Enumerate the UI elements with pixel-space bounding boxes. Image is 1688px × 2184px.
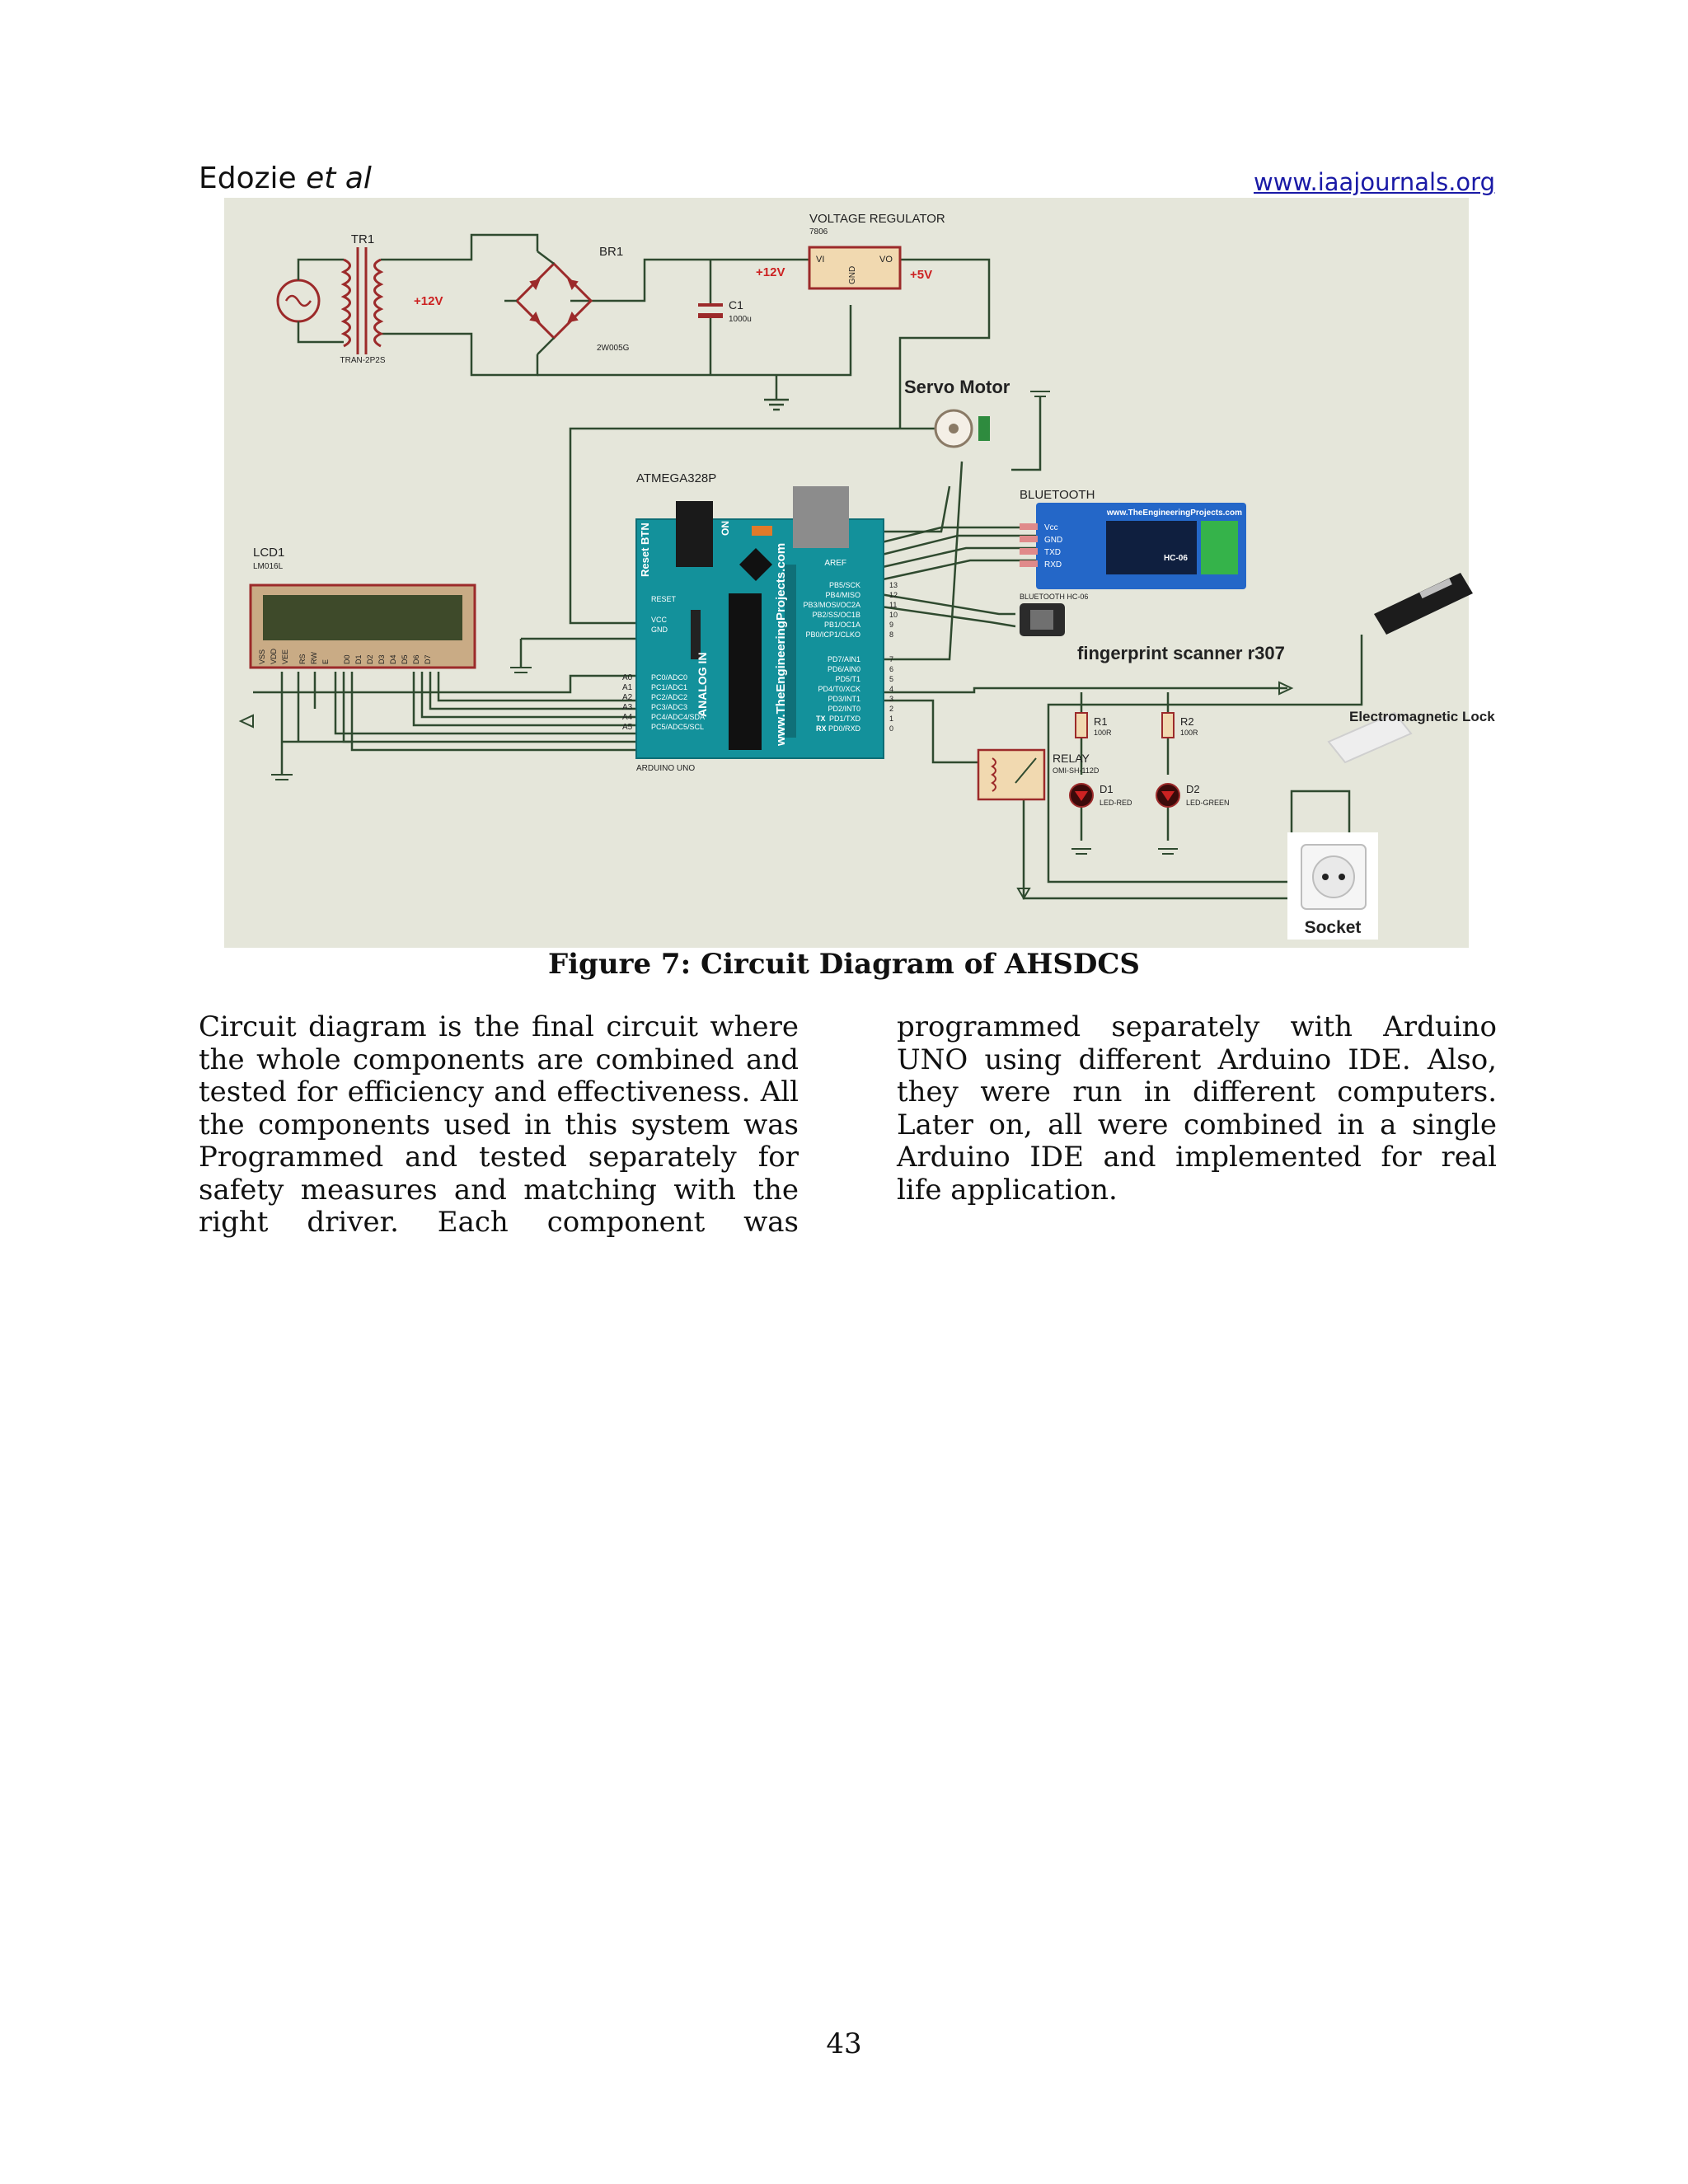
arduino-digital-low-numbers bbox=[889, 655, 893, 733]
capacitor-c1 bbox=[698, 305, 723, 338]
body-text-left-column: Circuit diagram is the final circuit where the whole components are combined and tested for efficiency and effectiveness. All the components used in this system was Programmed and tested separately for safety measures and matching with the right driver. Each component was bbox=[199, 1010, 799, 1239]
reset-btn-label: Reset BTN bbox=[639, 523, 651, 577]
lock-label: Electromagnetic Lock bbox=[1349, 709, 1495, 724]
relay-label: RELAY bbox=[1053, 752, 1090, 765]
digital-pin: PD1/TXD bbox=[828, 715, 860, 723]
reg-vo-label: VO bbox=[879, 255, 893, 265]
digital-num: 10 bbox=[889, 611, 898, 619]
digital-pin: PD6/AIN0 bbox=[827, 665, 860, 673]
digital-num: 11 bbox=[889, 601, 898, 609]
digital-num: 1 bbox=[889, 715, 894, 723]
circuit-diagram-figure bbox=[224, 198, 1495, 948]
analog-num: A4 bbox=[622, 713, 633, 722]
lcd-pin: VDD bbox=[270, 648, 278, 664]
analog-pin: PC3/ADC3 bbox=[651, 703, 688, 711]
reg-vi-label: VI bbox=[816, 255, 825, 265]
bluetooth-part-label: BLUETOOTH HC-06 bbox=[1020, 593, 1089, 601]
digital-num: 9 bbox=[889, 621, 894, 629]
arduino-pin-gnd: GND bbox=[651, 626, 668, 634]
br1-part-label: 2W005G bbox=[597, 344, 630, 353]
running-header-author bbox=[199, 162, 372, 195]
analog-pin: PC1/ADC1 bbox=[651, 683, 688, 691]
resistor-r2 bbox=[1162, 713, 1174, 738]
c1-value-label: 1000u bbox=[729, 315, 752, 324]
socket-label: Socket bbox=[1304, 918, 1362, 937]
analog-num: A3 bbox=[622, 703, 633, 712]
reg-gnd-label: GND bbox=[848, 265, 857, 284]
lcd-pin: D0 bbox=[343, 654, 351, 664]
d1-label: D1 bbox=[1100, 783, 1114, 795]
digital-num: 5 bbox=[889, 675, 894, 683]
digital-pin: PD4/T0/XCK bbox=[818, 685, 860, 693]
r2-label: R2 bbox=[1180, 715, 1194, 728]
servo-label: Servo Motor bbox=[904, 377, 1010, 397]
bt-site-label: www.TheEngineeringProjects.com bbox=[1106, 509, 1242, 518]
analog-pin: PC0/ADC0 bbox=[651, 673, 688, 682]
author-suffix: et al bbox=[306, 162, 372, 195]
digital-num: 2 bbox=[889, 705, 894, 713]
bt-pin: Vcc bbox=[1044, 523, 1058, 532]
journal-url-link[interactable]: www.iaajournals.org bbox=[1253, 168, 1495, 196]
arduino-tx-label: TX bbox=[816, 715, 826, 723]
body-text-right-column: programmed separately with Arduino UNO using different Arduino IDE. Also, they were run in different computers. Later on, all were combined in a single Arduino IDE and implemented for real life application. bbox=[897, 1010, 1497, 1207]
lcd-pin: D6 bbox=[412, 654, 420, 664]
tr1-label: TR1 bbox=[350, 232, 375, 246]
circuit-diagram bbox=[224, 198, 1495, 948]
digital-num: 0 bbox=[889, 724, 894, 733]
r2-value-label: 100R bbox=[1180, 729, 1198, 737]
lcd-pin: D7 bbox=[424, 654, 432, 664]
lcd-pin: RW bbox=[310, 652, 318, 664]
digital-num: 13 bbox=[889, 581, 898, 589]
lcd-pin: D3 bbox=[377, 654, 386, 664]
lcd-pin: E bbox=[321, 658, 330, 664]
analog-pin: PC4/ADC4/SDA bbox=[651, 713, 706, 721]
r1-label: R1 bbox=[1094, 715, 1108, 728]
bluetooth-label: BLUETOOTH bbox=[1020, 488, 1095, 502]
page-number: 43 bbox=[826, 2027, 862, 2060]
analog-in-label: ANALOG IN bbox=[696, 652, 709, 717]
r1-value-label: 100R bbox=[1094, 729, 1112, 737]
relay-part-label: OMI-SH-112D bbox=[1053, 766, 1100, 775]
arduino-pin-reset: RESET bbox=[651, 595, 677, 603]
c1-label: C1 bbox=[729, 298, 743, 312]
lcd-label: LCD1 bbox=[253, 546, 285, 560]
analog-num: A1 bbox=[622, 683, 633, 692]
bt-pin: TXD bbox=[1044, 548, 1061, 557]
digital-pin: PB3/MOSI/OC2A bbox=[803, 601, 860, 609]
aref-label: AREF bbox=[824, 559, 846, 568]
d2-label: D2 bbox=[1186, 783, 1200, 795]
digital-pin: PB2/SS/OC1B bbox=[812, 611, 860, 619]
v12-label-a: +12V bbox=[414, 294, 443, 308]
bt-pin: GND bbox=[1044, 536, 1063, 545]
analog-num: A5 bbox=[622, 723, 633, 732]
arduino-site-label: www.TheEngineeringProjects.com bbox=[774, 542, 788, 746]
resistor-r1 bbox=[1076, 713, 1087, 738]
electromagnetic-lock bbox=[1329, 573, 1473, 762]
on-label: ON bbox=[720, 521, 731, 536]
atmega-label: ATMEGA328P bbox=[636, 471, 717, 485]
d2-part-label: LED-GREEN bbox=[1186, 799, 1230, 807]
lcd-pin: D4 bbox=[389, 654, 397, 664]
lcd-part-label: LM016L bbox=[253, 562, 284, 571]
relay bbox=[978, 750, 1044, 799]
digital-pin: PD7/AIN1 bbox=[827, 655, 860, 663]
analog-num: A0 bbox=[622, 673, 633, 682]
regulator-part: 7806 bbox=[809, 227, 828, 237]
lcd-pin: VEE bbox=[281, 649, 289, 664]
regulator-title: VOLTAGE REGULATOR bbox=[809, 212, 945, 226]
ground-symbol bbox=[764, 400, 789, 410]
digital-pin: PD3/INT1 bbox=[828, 695, 860, 703]
digital-pin: PB5/SCK bbox=[828, 581, 860, 589]
tr1-part-label: TRAN-2P2S bbox=[340, 356, 386, 365]
fingerprint-scanner bbox=[1020, 603, 1065, 636]
digital-num: 12 bbox=[889, 591, 898, 599]
arduino-analog-numbers bbox=[622, 673, 633, 732]
v12-label-b: +12V bbox=[756, 265, 785, 279]
digital-num: 7 bbox=[889, 655, 894, 663]
digital-pin: PB0/ICP1/CLKO bbox=[805, 630, 860, 639]
lcd-pin: RS bbox=[298, 654, 307, 664]
digital-num: 4 bbox=[889, 685, 894, 693]
digital-num: 6 bbox=[889, 665, 894, 673]
v5-label: +5V bbox=[910, 268, 933, 282]
author-name: Edozie bbox=[199, 162, 297, 195]
digital-num: 3 bbox=[889, 695, 894, 703]
bt-chip-label: HC-06 bbox=[1164, 554, 1188, 563]
d1-part-label: LED-RED bbox=[1100, 799, 1132, 807]
digital-pin: PB1/OC1A bbox=[823, 621, 860, 629]
lcd-pin: D5 bbox=[401, 654, 409, 664]
lcd-pin: VSS bbox=[258, 649, 266, 664]
analog-pin: PC5/ADC5/SCL bbox=[651, 723, 705, 731]
lcd-pin: D2 bbox=[366, 654, 374, 664]
arduino-uno-label: ARDUINO UNO bbox=[636, 764, 696, 773]
lcd-pin: D1 bbox=[354, 654, 363, 664]
br1-label: BR1 bbox=[599, 245, 624, 259]
digital-pin: PD2/INT0 bbox=[828, 705, 860, 713]
figure-caption: Figure 7: Circuit Diagram of AHSDCS bbox=[547, 948, 1140, 981]
arduino-rx-label: RX bbox=[816, 724, 827, 733]
arduino-pin-vcc: VCC bbox=[651, 616, 668, 624]
digital-num: 8 bbox=[889, 630, 894, 639]
arduino-digital-high-numbers bbox=[889, 581, 898, 639]
digital-pin: PD5/T1 bbox=[835, 675, 860, 683]
bt-pin: RXD bbox=[1044, 560, 1062, 569]
analog-pin: PC2/ADC2 bbox=[651, 693, 688, 701]
analog-num: A2 bbox=[622, 693, 633, 702]
fingerprint-label: fingerprint scanner r307 bbox=[1077, 643, 1285, 663]
digital-pin: PD0/RXD bbox=[828, 724, 860, 733]
digital-pin: PB4/MISO bbox=[825, 591, 860, 599]
